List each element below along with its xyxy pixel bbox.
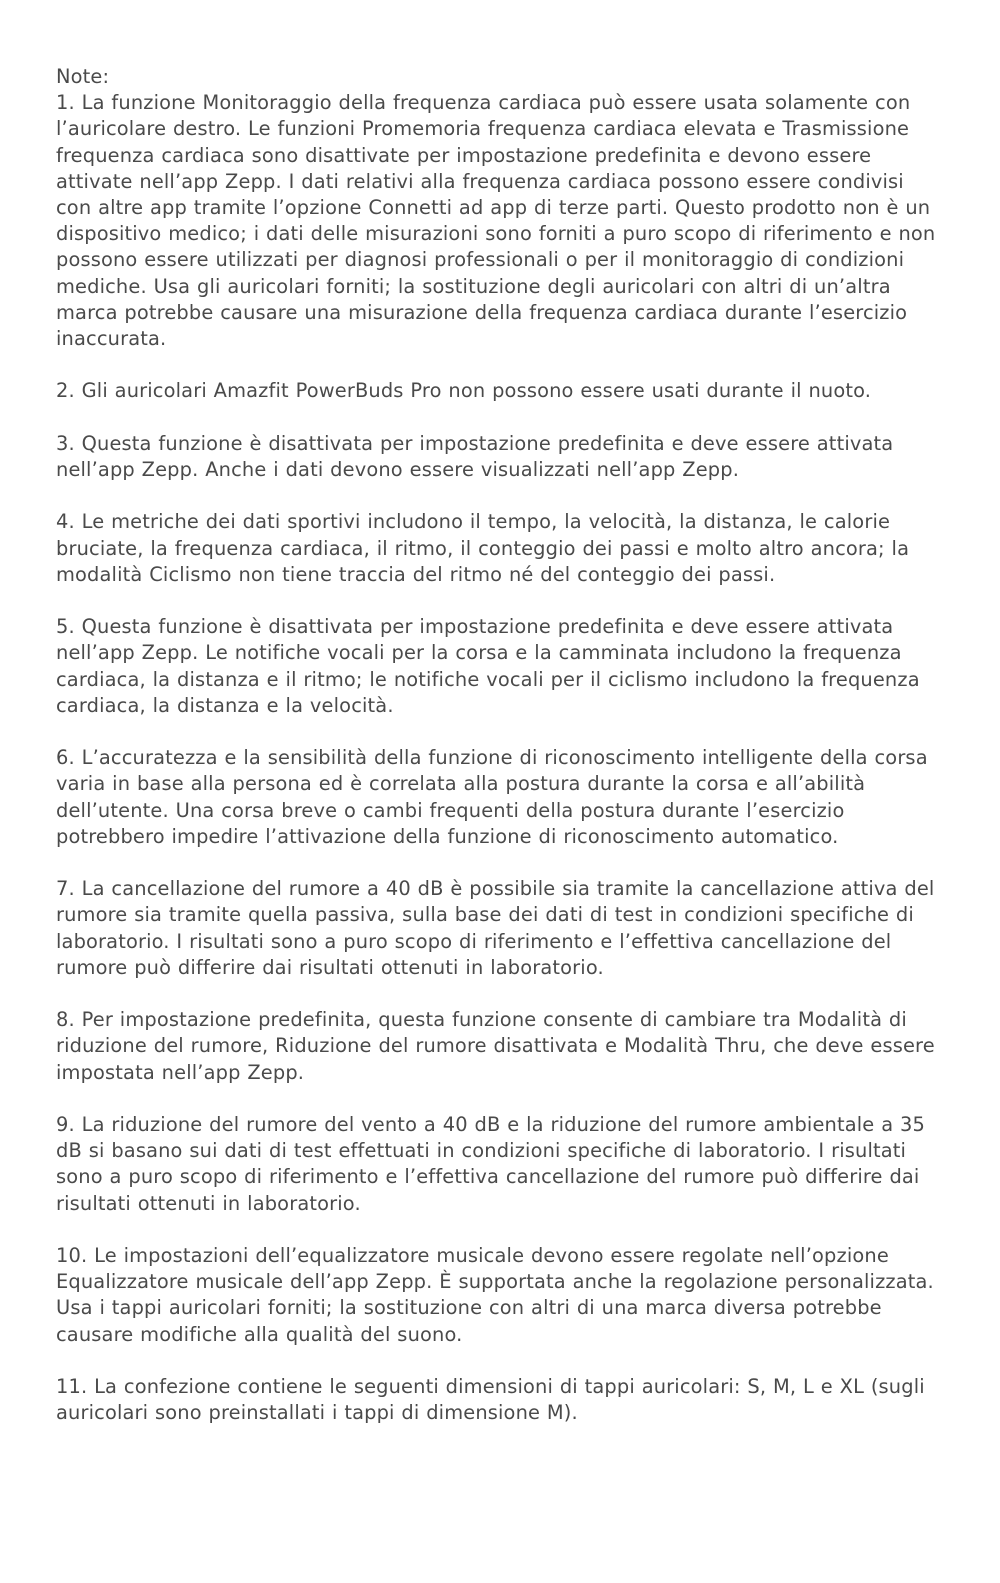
note-11: 11. La confezione contiene le seguenti dimensioni di tappi auricolari: S, M, L e XL (sugli auricolari sono preinstallati i tappi di dimensione M). (56, 1375, 925, 1425)
note-6: 6. L’accuratezza e la sensibilità della funzione di riconoscimento intelligente della corsa varia in base alla persona ed è correlata alla postura durante la corsa e all’abilità dell’utente. Una corsa breve o cambi frequenti della postura durante l’esercizio potrebbero impedire l’attivazione della funzione di riconoscimento automatico. (56, 746, 928, 848)
note-2: 2. Gli auricolari Amazfit PowerBuds Pro non possono essere usati durante il nuoto. (56, 379, 872, 403)
note-5: 5. Questa funzione è disattivata per impostazione predefinita e deve essere attivata nell’app Zepp. Le notifiche vocali per la corsa e la camminata includono la frequenza cardiaca, la distanza e il ritmo; le notifiche vocali per il ciclismo includono la frequenza cardiaca, la distanza e la velocità. (56, 615, 920, 717)
note-7: 7. La cancellazione del rumore a 40 dB è possibile sia tramite la cancellazione attiva del rumore sia tramite quella passiva, sulla base dei dati di test in condizioni specifiche di laboratorio. I risultati sono a puro scopo di riferimento e l’effettiva cancellazione del rumore può differire dai risultati ottenuti in laboratorio. (56, 877, 935, 979)
note-1: 1. La funzione Monitoraggio della frequenza cardiaca può essere usata solamente con l’auricolare destro. Le funzioni Promemoria frequenza cardiaca elevata e Trasmissione frequenza cardiaca sono disattivate per impostazione predefinita e devono essere attivate nell’app Zepp. I dati relativi alla frequenza cardiaca possono essere condivisi con altre app tramite l’opzione Connetti ad app di terze parti. Questo prodotto non è un dispositivo medico; i dati delle misurazioni sono forniti a puro scopo di riferimento e non possono essere utilizzati per diagnosi professionali o per il monitoraggio di condizioni mediche. Usa gli auricolari forniti; la sostituzione degli auricolari con altri di un’altra marca potrebbe causare una misurazione della frequenza cardiaca durante l’esercizio inaccurata. (56, 91, 936, 351)
note-10: 10. Le impostazioni dell’equalizzatore musicale devono essere regolate nell’opzione Equalizzatore musicale dell’app Zepp. È supportata anche la regolazione personalizzata. Usa i tappi auricolari forniti; la sostituzione con altri di una marca diversa potrebbe causare modifiche alla qualità del suono. (56, 1244, 934, 1346)
note-8: 8. Per impostazione predefinita, questa funzione consente di cambiare tra Modalità di riduzione del rumore, Riduzione del rumore disattivata e Modalità Thru, che deve essere impostata nell’app Zepp. (56, 1008, 935, 1084)
notes-heading: Note: (56, 65, 110, 88)
note-3: 3. Questa funzione è disattivata per impostazione predefinita e deve essere attivata nell’app Zepp. Anche i dati devono essere visualizzati nell’app Zepp. (56, 431, 894, 482)
notes-document (56, 64, 936, 1453)
note-9: 9. La riduzione del rumore del vento a 40 dB e la riduzione del rumore ambientale a 35 dB si basano sui dati di test effettuati in condizioni specifiche di laboratorio. I risultati sono a puro scopo di riferimento e l’effettiva cancellazione del rumore può differire dai risultati ottenuti in laboratorio. (56, 1113, 926, 1215)
note-4: 4. Le metriche dei dati sportivi includono il tempo, la velocità, la distanza, le calorie bruciate, la frequenza cardiaca, il ritmo, il conteggio dei passi e molto altro ancora; la modalità Ciclismo non tiene traccia del ritmo né del conteggio dei passi. (56, 510, 910, 586)
